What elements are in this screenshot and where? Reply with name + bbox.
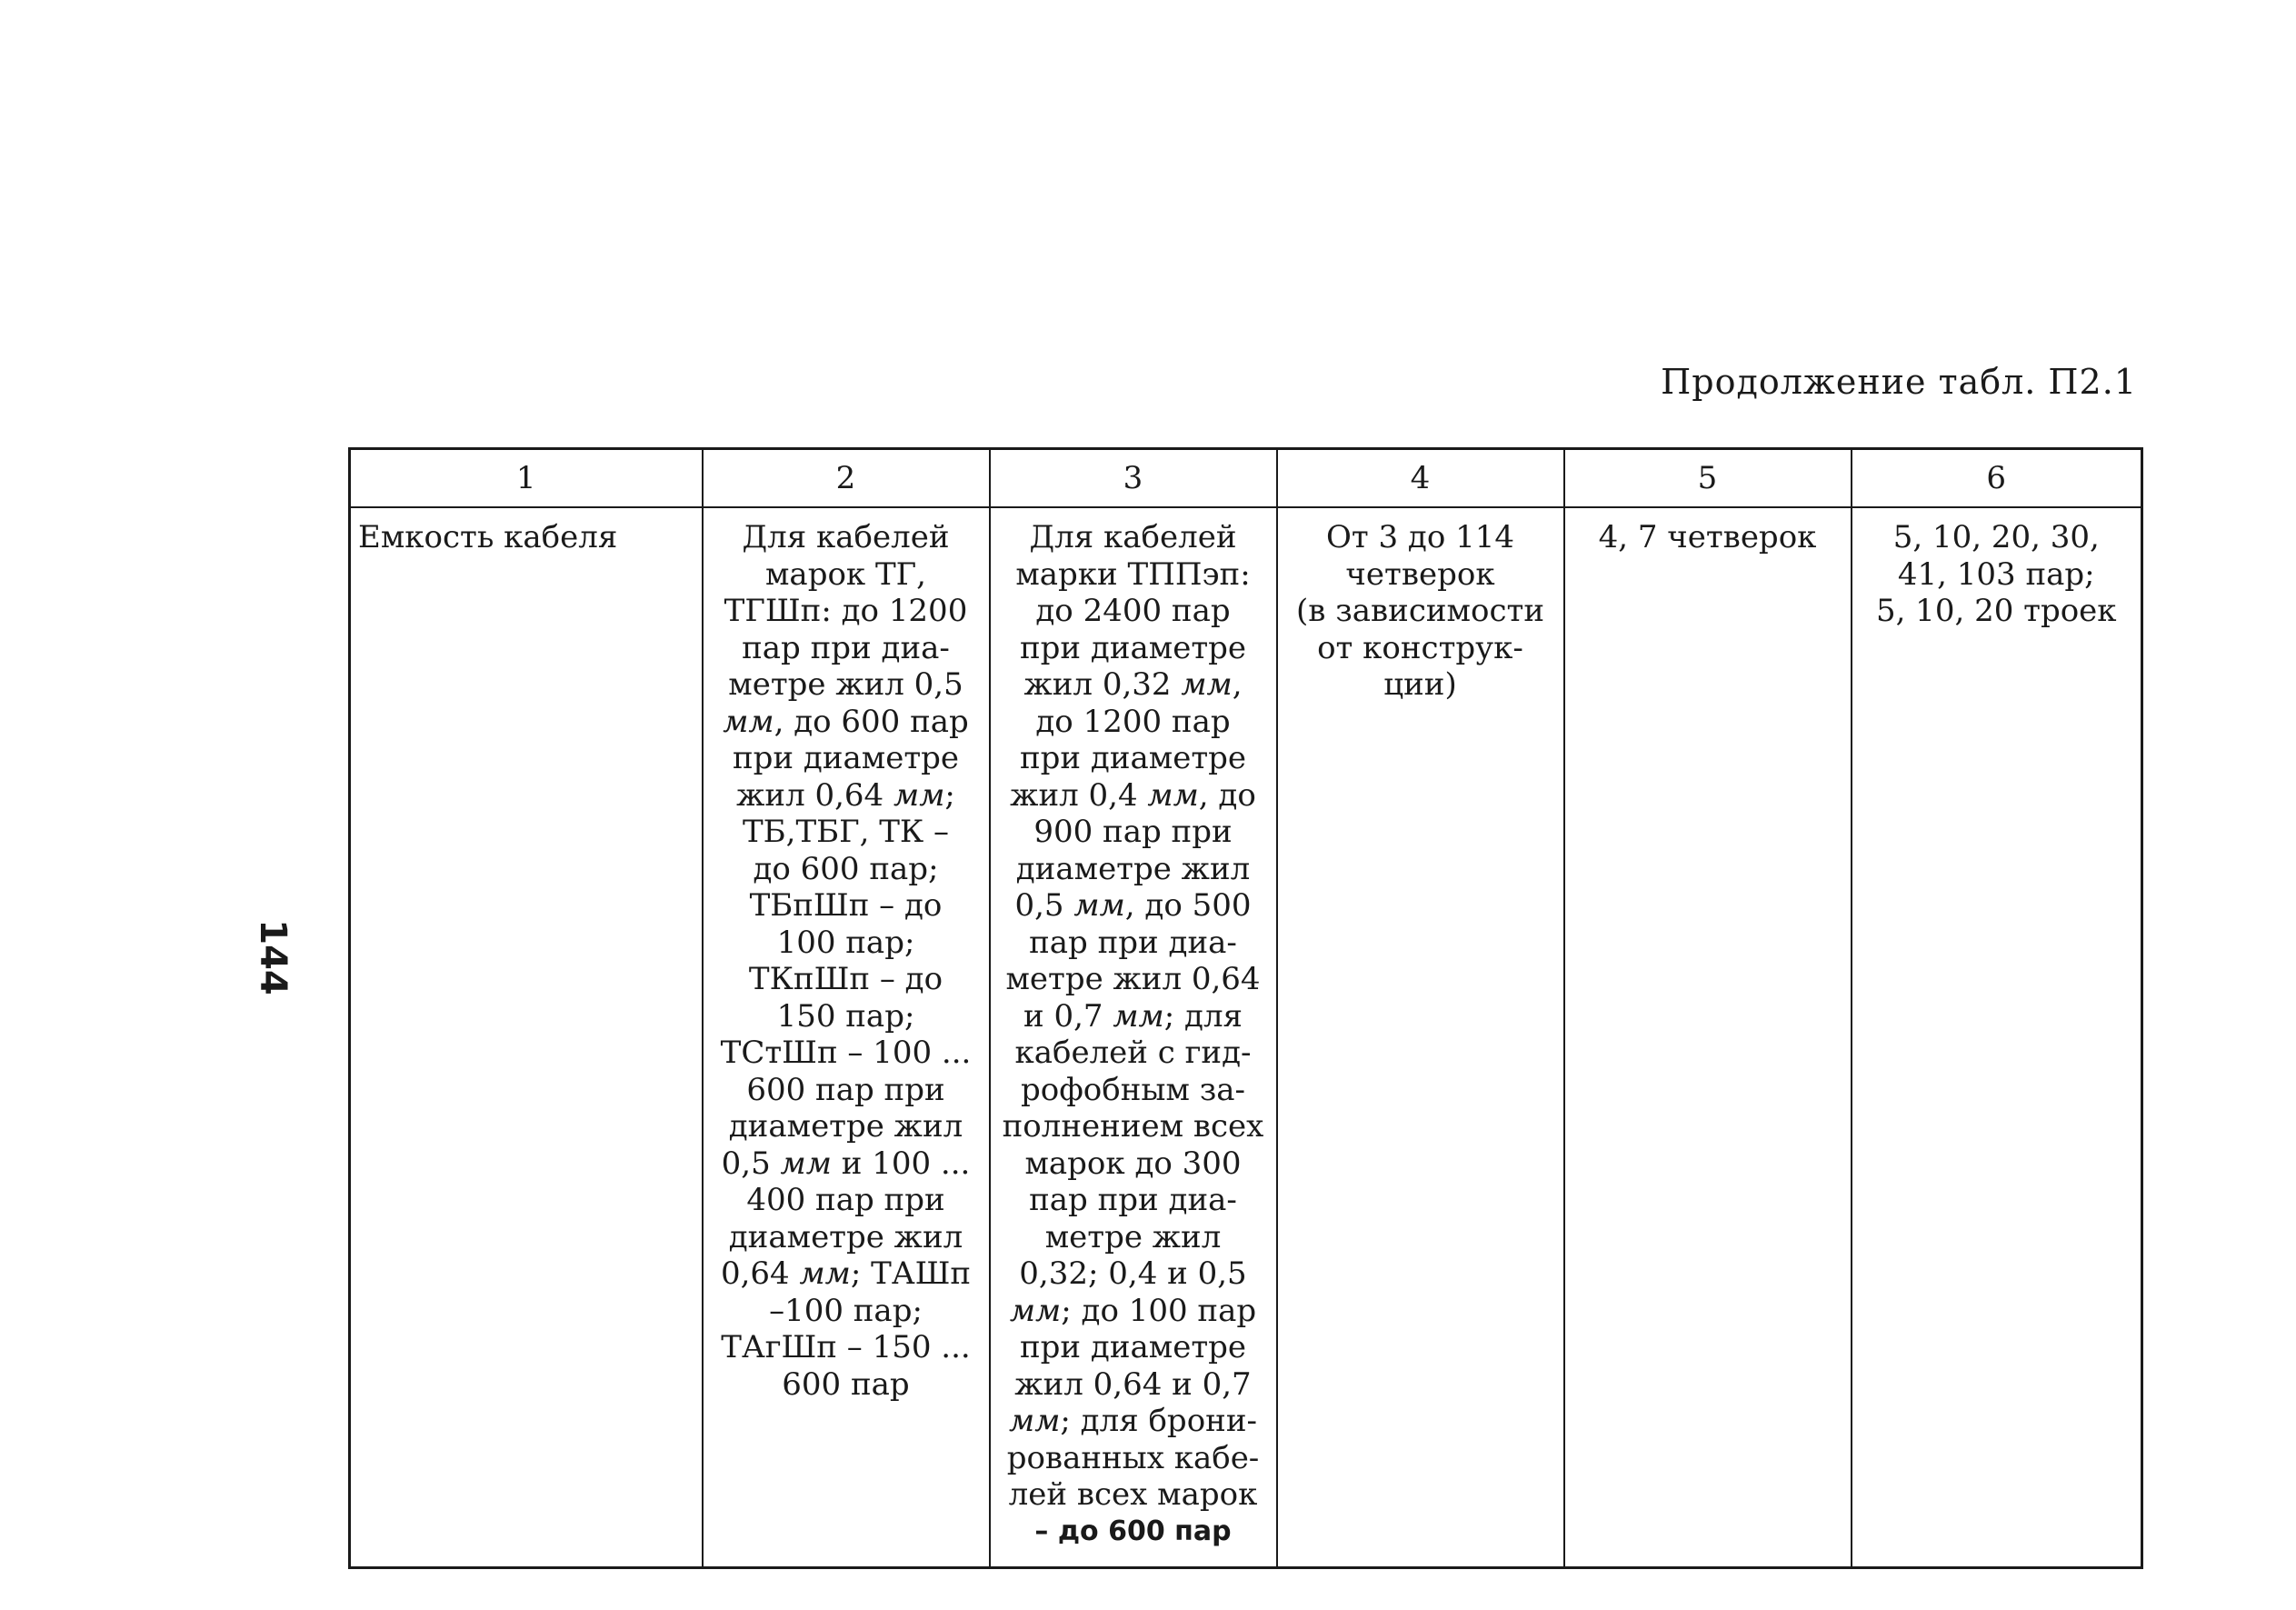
cell-text-line: мм; до 100 пар (1009, 1292, 1257, 1329)
header-cell: 3 (990, 449, 1277, 508)
cell-text-line: 900 пар при (1033, 814, 1233, 850)
cell-text-line: до 600 пар; (753, 850, 939, 887)
header-row (350, 449, 2142, 508)
cell-text-line: рофобным за- (1020, 1071, 1246, 1108)
cell-text-line: мм, до 600 пар (723, 703, 969, 740)
header-cell: 1 (350, 449, 703, 508)
cell-text-line: ТКпШп – до (748, 961, 943, 997)
cell-text-line: диаметре жил (1015, 850, 1251, 887)
cell-text-line: при диаметре (1019, 740, 1247, 776)
cell-text-line: мм; для брони- (1009, 1403, 1257, 1439)
cell-text-line: четверок (1345, 555, 1495, 593)
cell-text-line: –100 пар; (769, 1292, 923, 1329)
cell-text-line: жил 0,64 и 0,7 (1014, 1365, 1252, 1403)
cell-text-line: 41, 103 пар; (1897, 555, 2095, 593)
cell-text-line: пар при диа- (1029, 924, 1237, 961)
cell-text-line: От 3 до 114 (1325, 519, 1515, 555)
cell-text-line: 0,32; 0,4 и 0,5 (1019, 1255, 1247, 1292)
cell-text-line: марок до 300 (1024, 1145, 1242, 1182)
data-table-container (348, 447, 2141, 1569)
cell-text-line: от конструк- (1317, 629, 1523, 666)
cell-text-line: Для кабелей (742, 519, 950, 555)
cell-text-line: 600 пар при (746, 1071, 945, 1108)
cell-text-line: 150 пар; (776, 997, 915, 1035)
cell-text-line: диаметре жил (728, 1218, 963, 1255)
cell-text-line: 100 пар; (776, 924, 915, 961)
cell-col3 (990, 507, 1277, 1568)
cell-text-line: 5, 10, 20, 30, (1892, 519, 2100, 555)
cell-text-line: 0,5 мм, до 500 (1014, 887, 1252, 924)
cell-text-line: лей всех марок (1008, 1476, 1258, 1513)
cell-col2 (703, 507, 990, 1568)
cell-text-line: 600 пар (782, 1365, 910, 1403)
cell-text-line: метре жил 0,64 (1005, 961, 1261, 997)
cell-col6 (1852, 507, 2142, 1568)
cell-text-line: 400 пар при (746, 1182, 945, 1218)
page-number: 144 (251, 919, 294, 995)
cell-text-line: пар при диа- (1029, 1182, 1237, 1218)
cell-text-line: ТБпШп – до (749, 887, 943, 924)
cell-text-line: ТБ,ТБГ, ТК – (742, 814, 950, 850)
cell-text-line: рованных кабе- (1006, 1439, 1260, 1476)
cell-text-line: ТАгШп – 150 ... (721, 1329, 971, 1365)
cell-text-line: 0,5 мм и 100 ... (721, 1145, 971, 1182)
cell-text-line: ТГШп: до 1200 (724, 593, 968, 629)
cell-text-line: и 0,7 мм; для (1023, 997, 1243, 1035)
cell-text-line: кабелей с гид- (1014, 1035, 1252, 1071)
cell-text-line: жил 0,32 мм, (1023, 666, 1243, 703)
table-row (350, 507, 2142, 1568)
cell-text-line: пар при диа- (742, 629, 950, 666)
cell-text-line: метре жил (1044, 1218, 1222, 1255)
cell-text-line: до 1200 пар (1035, 703, 1231, 740)
cell-text-line: жил 0,64 мм; (736, 776, 955, 814)
cell-text-line: при диаметре (1019, 1329, 1247, 1365)
header-cell: 5 (1564, 449, 1852, 508)
cell-text-line: при диаметре (732, 740, 960, 776)
table-continuation-caption: Продолжение табл. П2.1 (1661, 362, 2137, 402)
cell-text-line: диаметре жил (728, 1108, 963, 1145)
cell-text-line: марки ТППэп: (1015, 555, 1251, 593)
header-cell: 6 (1852, 449, 2142, 508)
cell-col4 (1277, 507, 1564, 1568)
cell-text-line: метре жил 0,5 (728, 666, 963, 703)
cell-text-line: ции) (1383, 666, 1457, 703)
cell-parameter-name: Емкость кабеля (350, 507, 703, 1568)
cell-text-line: – до 600 пар (1034, 1515, 1232, 1547)
cell-col5: 4, 7 четверок (1564, 507, 1852, 1568)
cell-text-line: марок ТГ, (764, 555, 926, 593)
header-cell: 4 (1277, 449, 1564, 508)
cell-text-line: 0,64 мм; ТАШп (720, 1255, 972, 1292)
cell-text-line: полнением всех (1002, 1108, 1264, 1145)
header-cell: 2 (703, 449, 990, 508)
cell-text-line: 5, 10, 20 троек (1875, 593, 2117, 629)
cell-text-line: жил 0,4 мм, до (1010, 776, 1256, 814)
cell-text-line: ТСтШп – 100 ... (720, 1035, 972, 1071)
cell-text-line: при диаметре (1019, 629, 1247, 666)
cell-text-line: Для кабелей (1029, 519, 1237, 555)
cable-capacity-table (348, 447, 2143, 1569)
cell-text-line: (в зависимости (1296, 593, 1544, 629)
cell-text-line: до 2400 пар (1035, 593, 1231, 629)
